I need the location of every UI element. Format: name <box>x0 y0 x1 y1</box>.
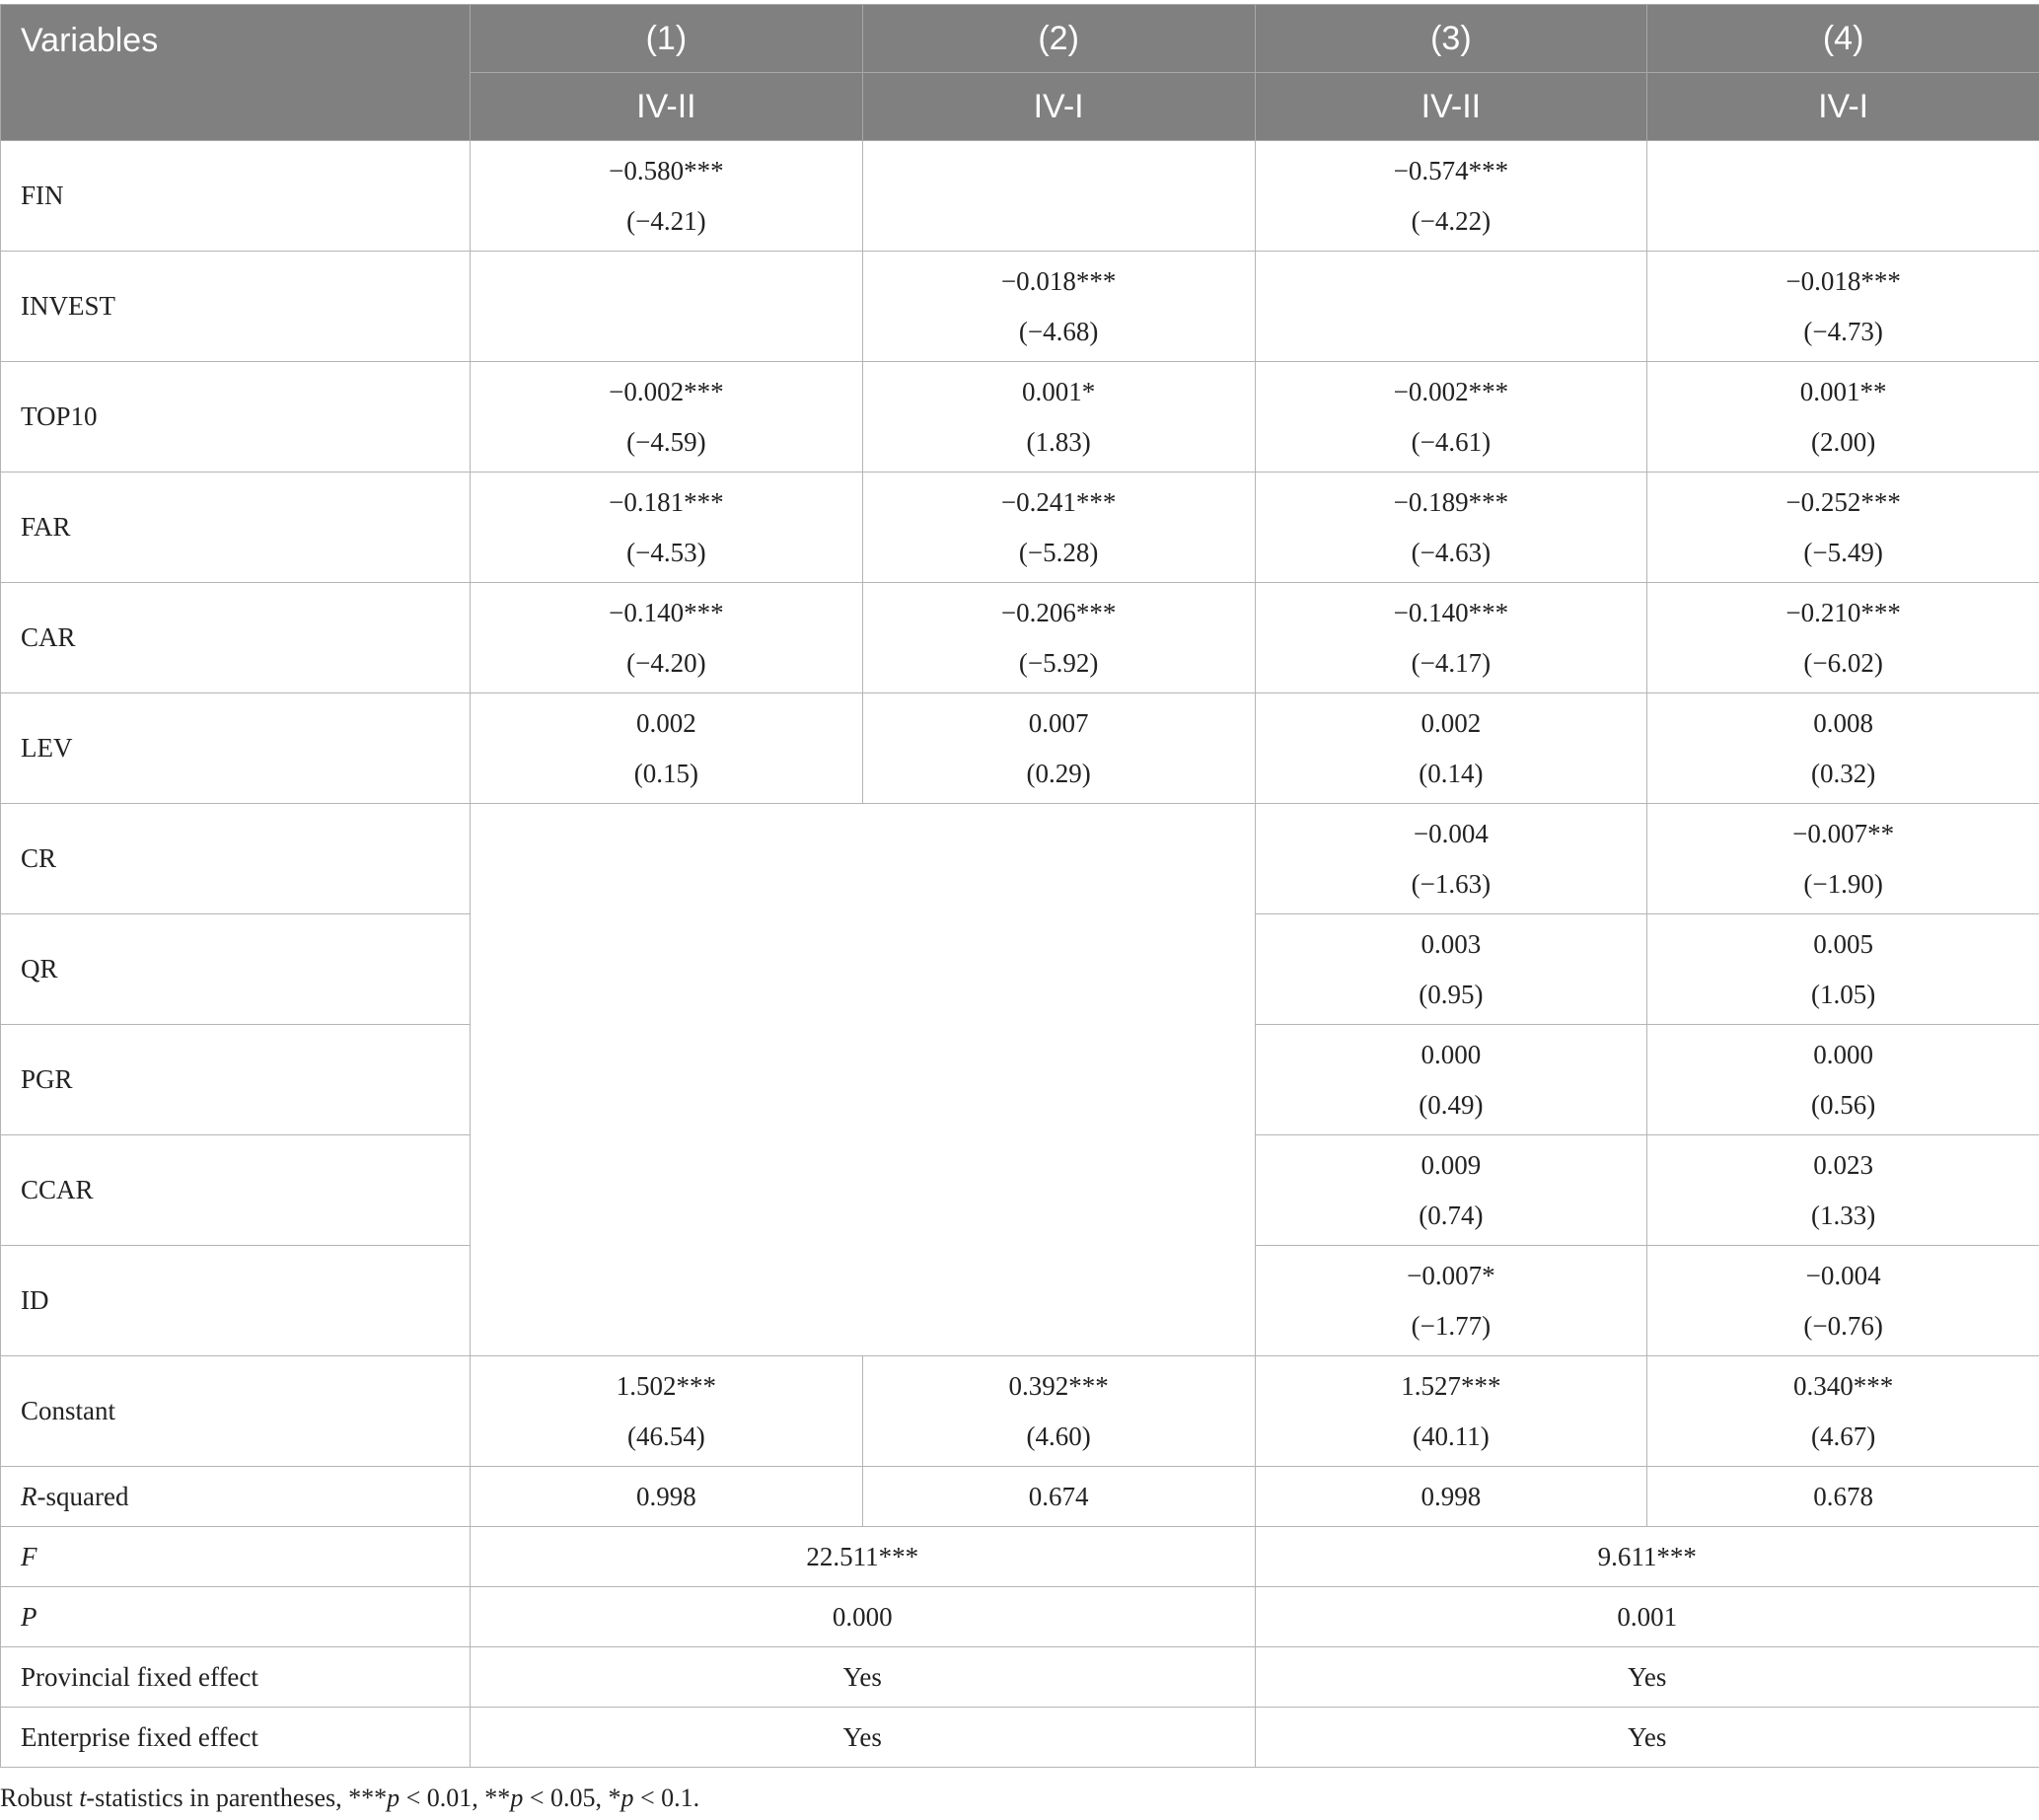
coefficient: −0.189*** <box>1393 486 1509 517</box>
t-statistic: (−1.77) <box>1411 1310 1492 1341</box>
p-label: P <box>21 1601 37 1632</box>
t-statistic: (−4.73) <box>1803 316 1883 346</box>
empty-cell <box>1255 252 1647 362</box>
note-p-italic: p <box>387 1784 401 1812</box>
empty-cell <box>862 141 1255 252</box>
table-row-enterprise-fixed-effect <box>1 1708 2039 1768</box>
row-label: Constant <box>1 1356 471 1467</box>
cell <box>1647 804 2039 914</box>
t-statistic: (0.32) <box>1811 758 1876 788</box>
table-row-lev <box>1 693 2039 804</box>
coefficient: −0.002*** <box>1393 376 1509 406</box>
coefficient: 0.000 <box>1420 1039 1482 1069</box>
coefficient: −0.140*** <box>1393 597 1509 627</box>
row-label: CAR <box>1 583 471 693</box>
cell <box>1255 804 1647 914</box>
f-stat-left: 22.511*** <box>471 1527 1256 1587</box>
note-text: < 0.05, * <box>523 1784 621 1812</box>
note-p-italic: p <box>510 1784 524 1812</box>
row-label: Provincial fixed effect <box>1 1647 471 1708</box>
coefficient: −0.210*** <box>1785 597 1901 627</box>
column-number-3: (3) <box>1255 5 1647 73</box>
table-row-cr <box>1 804 2039 914</box>
cell <box>1255 583 1647 693</box>
t-statistic: (0.29) <box>1026 758 1091 788</box>
coefficient: −0.206*** <box>1000 597 1117 627</box>
t-statistic: (0.95) <box>1419 979 1484 1009</box>
cell <box>1255 362 1647 473</box>
t-statistic: (1.33) <box>1811 1200 1876 1230</box>
coefficient: 0.340*** <box>1793 1370 1894 1401</box>
enterprise-right: Yes <box>1255 1708 2039 1768</box>
coefficient: −0.002*** <box>609 376 724 406</box>
r-squared-4: 0.678 <box>1647 1467 2039 1527</box>
row-label <box>1 1467 471 1527</box>
coefficient: 0.009 <box>1420 1149 1482 1180</box>
cell <box>862 252 1255 362</box>
cell <box>1647 693 2039 804</box>
row-label: FIN <box>1 141 471 252</box>
cell <box>1647 473 2039 583</box>
cell <box>1255 693 1647 804</box>
coefficient: −0.252*** <box>1785 486 1901 517</box>
t-statistic: (−4.61) <box>1411 426 1492 457</box>
cell <box>1255 1025 1647 1135</box>
coefficient: −0.580*** <box>609 155 724 185</box>
coefficient: −0.181*** <box>609 486 724 517</box>
table-row-constant <box>1 1356 2039 1467</box>
cell <box>1255 473 1647 583</box>
table-row-fin <box>1 141 2039 252</box>
cell <box>1255 1356 1647 1467</box>
t-statistic: (−1.63) <box>1411 868 1492 899</box>
f-label: F <box>21 1541 37 1571</box>
note-text: Robust <box>0 1784 80 1812</box>
coefficient: 0.001* <box>1022 376 1096 406</box>
t-statistic: (0.14) <box>1419 758 1484 788</box>
t-statistic: (−4.21) <box>626 205 706 236</box>
coefficient: 0.001** <box>1799 376 1887 406</box>
t-statistic: (−5.49) <box>1803 537 1883 567</box>
cell <box>1647 1246 2039 1356</box>
column-number-2: (2) <box>862 5 1255 73</box>
t-statistic: (−1.90) <box>1803 868 1883 899</box>
coefficient: −0.004 <box>1413 818 1489 848</box>
t-statistic: (0.49) <box>1419 1089 1484 1120</box>
coefficient: 0.023 <box>1813 1149 1873 1180</box>
r-squared-suffix: -squared <box>36 1481 129 1511</box>
t-statistic: (−5.92) <box>1018 647 1099 678</box>
r-squared-3: 0.998 <box>1255 1467 1647 1527</box>
row-label <box>1 1527 471 1587</box>
coefficient: −0.004 <box>1805 1260 1881 1290</box>
table-row-car <box>1 583 2039 693</box>
table-row-provincial-fixed-effect <box>1 1647 2039 1708</box>
cell <box>471 693 863 804</box>
empty-cell <box>1647 141 2039 252</box>
coefficient: −0.241*** <box>1000 486 1117 517</box>
coefficient: −0.007** <box>1792 818 1895 848</box>
coefficient: 0.003 <box>1420 928 1482 959</box>
row-label: TOP10 <box>1 362 471 473</box>
t-statistic: (46.54) <box>627 1420 705 1451</box>
column-stage-4: IV-I <box>1647 73 2039 141</box>
t-statistic: (4.60) <box>1026 1420 1091 1451</box>
table-row-r-squared <box>1 1467 2039 1527</box>
note-p-italic: p <box>620 1784 634 1812</box>
header-row-numbers <box>1 5 2039 73</box>
cell <box>862 1356 1255 1467</box>
t-statistic: (1.83) <box>1026 426 1091 457</box>
coefficient: −0.018*** <box>1785 265 1901 296</box>
t-statistic: (−0.76) <box>1803 1310 1883 1341</box>
coefficient: −0.140*** <box>609 597 724 627</box>
coefficient: −0.574*** <box>1393 155 1509 185</box>
note-text: < 0.01, ** <box>400 1784 511 1812</box>
cell <box>1647 362 2039 473</box>
coefficient: −0.018*** <box>1000 265 1117 296</box>
t-statistic: (−4.68) <box>1018 316 1099 346</box>
p-value-left: 0.000 <box>471 1587 1256 1647</box>
provincial-right: Yes <box>1255 1647 2039 1708</box>
p-value-right: 0.001 <box>1255 1587 2039 1647</box>
cell <box>1647 252 2039 362</box>
t-statistic: (−4.17) <box>1411 647 1492 678</box>
t-statistic: (−4.53) <box>626 537 706 567</box>
cell <box>1647 1025 2039 1135</box>
t-statistic: (2.00) <box>1811 426 1876 457</box>
coefficient: 0.002 <box>636 707 696 738</box>
regression-table-container <box>0 4 2039 1768</box>
table-row-invest <box>1 252 2039 362</box>
cell <box>1647 1135 2039 1246</box>
coefficient: 0.007 <box>1028 707 1089 738</box>
row-label <box>1 1587 471 1647</box>
r-italic: R <box>21 1481 37 1511</box>
coefficient: 0.000 <box>1813 1039 1873 1069</box>
t-statistic: (1.05) <box>1811 979 1876 1009</box>
row-label: FAR <box>1 473 471 583</box>
table-row-f <box>1 1527 2039 1587</box>
t-statistic: (4.67) <box>1811 1420 1876 1451</box>
coefficient: 0.008 <box>1813 707 1873 738</box>
note-text: -statistics in parentheses, *** <box>86 1784 388 1812</box>
t-statistic: (−4.63) <box>1411 537 1492 567</box>
r-squared-2: 0.674 <box>862 1467 1255 1527</box>
column-stage-1: IV-II <box>471 73 863 141</box>
cell <box>471 583 863 693</box>
cell <box>862 583 1255 693</box>
table-row-top10 <box>1 362 2039 473</box>
table-row-far <box>1 473 2039 583</box>
t-statistic: (−4.22) <box>1411 205 1492 236</box>
column-stage-2: IV-I <box>862 73 1255 141</box>
column-stage-3: IV-II <box>1255 73 1647 141</box>
t-statistic: (0.74) <box>1419 1200 1484 1230</box>
cell <box>1255 1135 1647 1246</box>
t-statistic: (0.56) <box>1811 1089 1876 1120</box>
merged-empty-cell <box>471 804 1256 1356</box>
cell <box>862 693 1255 804</box>
cell <box>471 141 863 252</box>
t-statistic: (−4.59) <box>626 426 706 457</box>
row-label: INVEST <box>1 252 471 362</box>
coefficient: 0.392*** <box>1008 1370 1109 1401</box>
cell <box>1647 1356 2039 1467</box>
cell <box>471 362 863 473</box>
cell <box>1647 914 2039 1025</box>
t-statistic: (−4.20) <box>626 647 706 678</box>
cell <box>862 473 1255 583</box>
enterprise-left: Yes <box>471 1708 1256 1768</box>
coefficient: 0.005 <box>1813 928 1873 959</box>
table-footnote <box>0 1784 699 1813</box>
empty-cell <box>471 252 863 362</box>
f-stat-right: 9.611*** <box>1255 1527 2039 1587</box>
t-statistic: (0.15) <box>633 758 698 788</box>
row-label: ID <box>1 1246 471 1356</box>
table-row-p <box>1 1587 2039 1647</box>
column-number-1: (1) <box>471 5 863 73</box>
coefficient: −0.007* <box>1407 1260 1495 1290</box>
cell <box>862 362 1255 473</box>
provincial-left: Yes <box>471 1647 1256 1708</box>
r-squared-1: 0.998 <box>471 1467 863 1527</box>
note-t-italic: t <box>79 1784 87 1812</box>
coefficient: 0.002 <box>1420 707 1482 738</box>
note-text: < 0.1. <box>633 1784 700 1812</box>
variables-header: Variables <box>1 5 471 141</box>
row-label: PGR <box>1 1025 471 1135</box>
cell <box>1255 141 1647 252</box>
cell <box>1647 583 2039 693</box>
cell <box>1255 914 1647 1025</box>
row-label: CR <box>1 804 471 914</box>
column-number-4: (4) <box>1647 5 2039 73</box>
coefficient: 1.527*** <box>1401 1370 1501 1401</box>
cell <box>471 1356 863 1467</box>
cell <box>471 473 863 583</box>
cell <box>1255 1246 1647 1356</box>
row-label: CCAR <box>1 1135 471 1246</box>
t-statistic: (40.11) <box>1413 1420 1490 1451</box>
row-label: Enterprise fixed effect <box>1 1708 471 1768</box>
regression-table <box>0 4 2039 1768</box>
t-statistic: (−5.28) <box>1018 537 1099 567</box>
coefficient: 1.502*** <box>616 1370 716 1401</box>
t-statistic: (−6.02) <box>1803 647 1883 678</box>
row-label: QR <box>1 914 471 1025</box>
row-label: LEV <box>1 693 471 804</box>
